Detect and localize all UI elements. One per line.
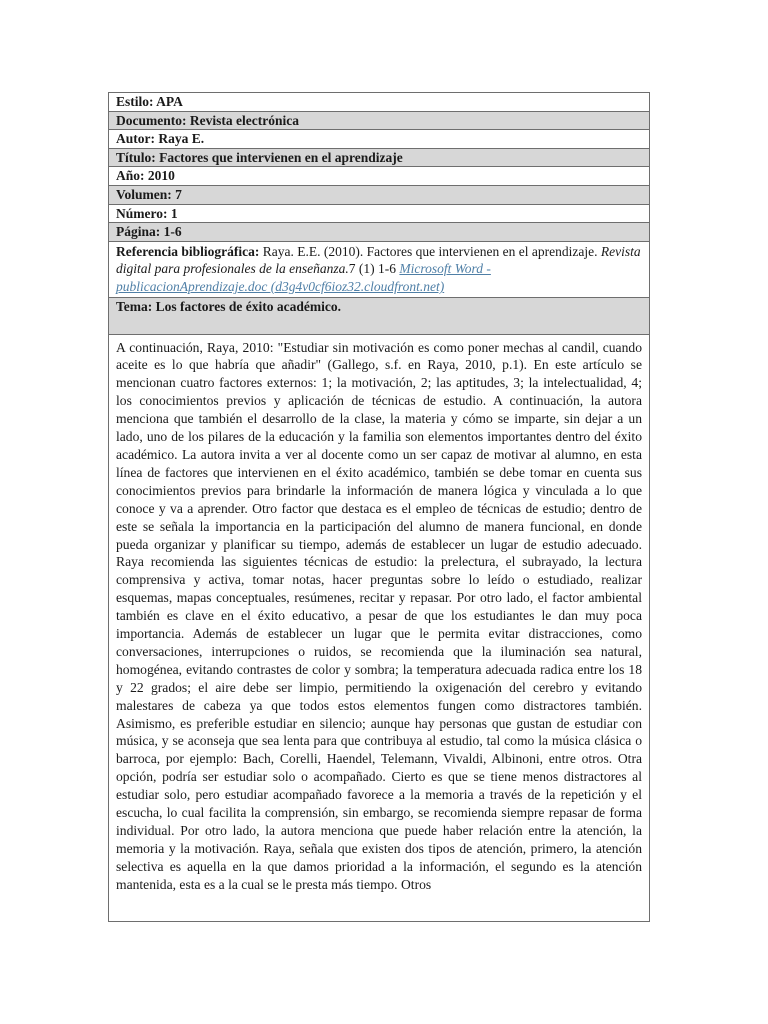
reference-volume: 7 (1) 1-6 (348, 261, 400, 277)
row-tema (109, 297, 650, 334)
field-numero: Número: 1 (109, 204, 650, 223)
tema-heading: Tema: Los factores de éxito académico. (109, 297, 650, 334)
field-anio: Año: 2010 (109, 167, 650, 186)
row-documento (109, 111, 650, 130)
row-autor (109, 130, 650, 149)
row-pagina (109, 223, 650, 242)
reference-label: Referencia bibliográfica: (116, 243, 260, 259)
field-autor: Autor: Raya E. (109, 130, 650, 149)
row-titulo (109, 148, 650, 167)
row-numero (109, 204, 650, 223)
row-volumen (109, 185, 650, 204)
field-titulo: Título: Factores que intervienen en el aprendizaje (109, 148, 650, 167)
body-cell (109, 334, 650, 921)
field-volumen: Volumen: 7 (109, 185, 650, 204)
reference-journal: Revista digital para profesionales de la enseñanza. (116, 243, 641, 277)
reference-cell (109, 241, 650, 297)
field-documento: Documento: Revista electrónica (109, 111, 650, 130)
field-estilo: Estilo: APA (109, 93, 650, 112)
row-estilo (109, 93, 650, 112)
document-table (108, 92, 650, 922)
row-reference (109, 241, 650, 297)
reference-link[interactable]: Microsoft Word - publicacionAprendizaje.doc (d3g4v0cf6ioz32.cloudfront.net) (116, 261, 491, 294)
field-pagina: Página: 1-6 (109, 223, 650, 242)
row-anio (109, 167, 650, 186)
body-paragraph: A continuación, Raya, 2010: "Estudiar sin motivación es como poner mechas al candil, cuando aceite es lo que habría que añadir" (Gallego, s.f. en Raya, 2010, p.1). En este artículo se mencionan cuatro factores externos: 1; la motivación, 2; las aptitudes, 3; la intelectualidad, 4; los conocimientos previos y aplicación de técnicas de estudio. A continuación, la autora menciona que también el desarrollo de la clase, la materia y cómo se imparte, sin dejar a un lado, uno de los pilares de la educación y la familia son elementos importantes dentro del éxito académico. La autora invita a ver al docente como un ser capaz de motivar al alumno, en esta línea de factores que intervienen en el éxito académico, también se debe tomar en cuenta sus conocimientos previos para brindarle la información de manera lógica y vinculada a lo que conoce y va a aprender. Otro factor que destaca es el empleo de técnicas de estudio; dentro de este se señala la importancia en la participación del alumno de manera funcional, en donde pueda organizar y planificar su tiempo, además de establecer un lugar de estudio adecuado. Raya recomienda las siguientes técnicas de estudio: la prelectura, el subrayado, la lectura comprensiva y activa, tomar notas, hacer preguntas sobre lo leído o estudiado, realizar esquemas, mapas conceptuales, resúmenes, recitar y repasar. Por otro lado, el factor ambiental también es clave en el éxito educativo, a pesar de que los estudiantes le dan muy poca importancia. Además de establecer un lugar que le permita evitar distracciones, como conversaciones, interrupciones o ruidos, se recomienda que la iluminación sea natural, homogénea, evitando contrastes de color y sombra; la temperatura adecuada radica entre los 18 y 22 grados; el aire debe ser limpio, permitiendo la oxigenación del cerebro y evitando malestares de cabeza ya que todos estos elementos fungen como distractores también. Asimismo, es preferible estudiar en silencio; aunque hay personas que gustan de estudiar con música, y se aconseja que sea lenta para que contribuya al estudio, tal como la música clásica o barroca, por ejemplo: Bach, Corelli, Haendel, Telemann, Vivaldi, Albinoni, entre otros. Otra opción, podría ser estudiar solo o acompañado. Cierto es que se tiene menos distractores al estudiar solo, pero estudiar acompañado favorece a la memoria a través de la repetición y el escucha, lo cual facilita la comprensión, sin embargo, se recomienda siempre repasar de forma individual. Por otro lado, la autora menciona que puede haber relación entre la atención, la memoria y la motivación. Raya, señala que existen dos tipos de atención, primero, la atención selectiva es aquella en la que damos prioridad a la información, el segundo es la atención mantenida, esta es a la cual se le presta más tiempo. Otros (116, 339, 642, 892)
reference-text: Raya. E.E. (2010). Factores que intervienen en el aprendizaje. (259, 243, 601, 259)
row-body (109, 334, 650, 921)
